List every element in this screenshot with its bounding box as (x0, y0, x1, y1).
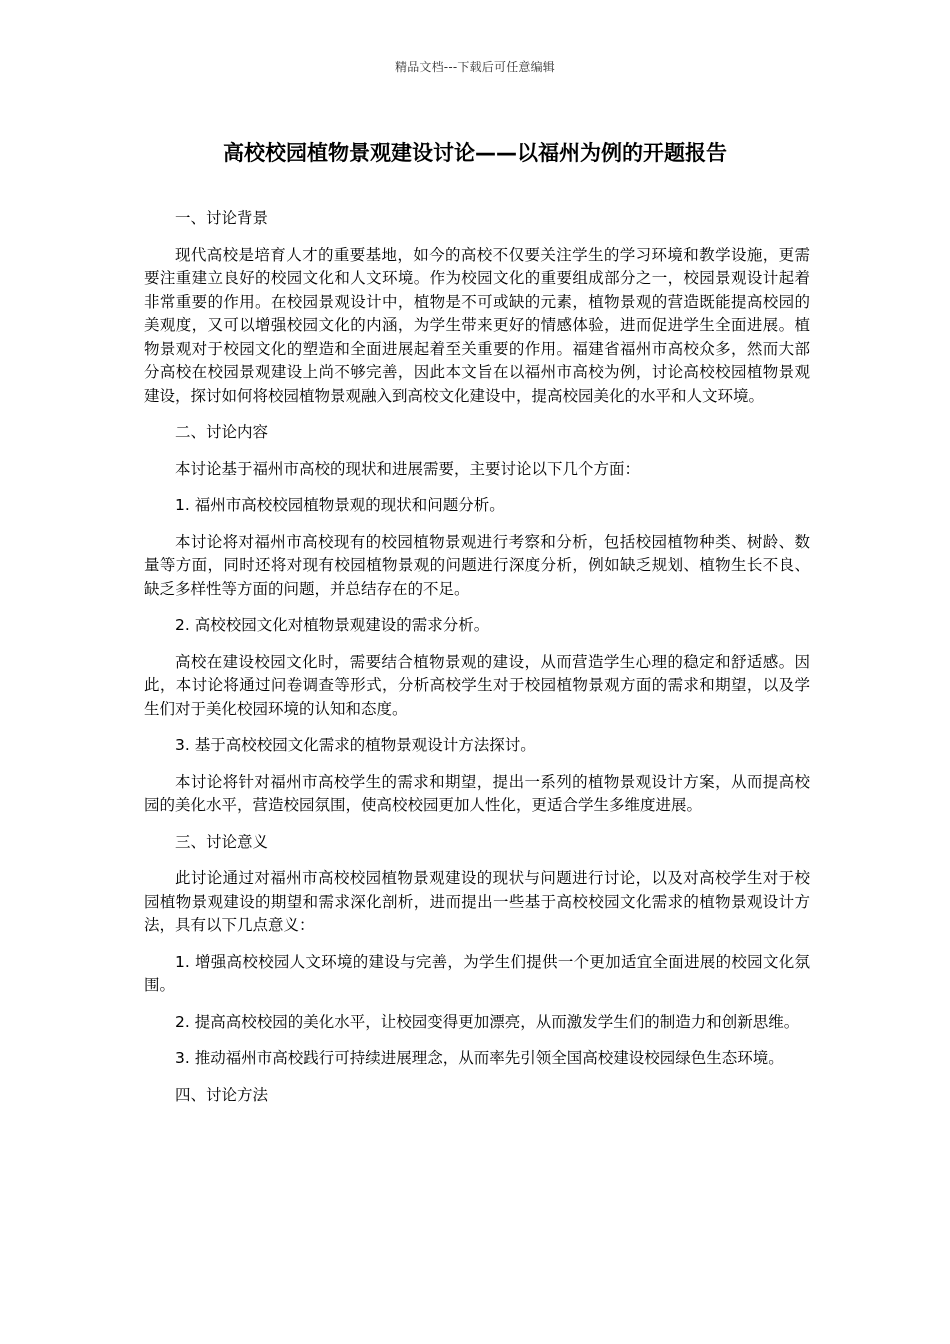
list-item-content-3: 3. 基于高校校园文化需求的植物景观设计方法探讨。 (175, 736, 536, 754)
paragraph-content-2: 高校在建设校园文化时，需要结合植物景观的建设，从而营造学生心理的稳定和舒适感。因此，本讨论将通过问卷调查等形式，分析高校学生对于校园植物景观方面的需求和期望，以及学生们对于美化校园环境的认知和态度。 (144, 652, 810, 718)
document-body (144, 207, 810, 1120)
paragraph-content-1: 本讨论将对福州市高校现有的校园植物景观进行考察和分析，包括校园植物种类、树龄、数量等方面，同时还将对现有校园植物景观的问题进行深度分析，例如缺乏规划、植物生长不良、缺乏多样性等方面的问题，并总结存在的不足。 (144, 532, 810, 598)
section-heading-significance: 三、讨论意义 (175, 832, 269, 851)
paragraph-significance: 此讨论通过对福州市高校校园植物景观建设的现状与问题进行讨论，以及对高校学生对于校园植物景观建设的期望和需求深化剖析，进而提出一些基于高校校园文化需求的植物景观设计方法，具有以下几点意义： (144, 869, 810, 934)
list-item-significance-1: 1. 增强高校校园人文环境的建设与完善，为学生们提供一个更加适宜全面进展的校园文化氛围。 (144, 952, 810, 994)
paragraph-content-3: 本讨论将针对福州市高校学生的需求和期望，提出一系列的植物景观设计方案，从而提高校园的美化水平，营造校园氛围，使高校校园更加人性化，更适合学生多维度进展。 (144, 772, 810, 814)
list-item-significance-3: 3. 推动福州市高校践行可持续进展理念，从而率先引领全国高校建设校园绿色生态环境。 (175, 1049, 784, 1067)
header-note: 精品文档---下载后可任意编辑 (395, 60, 555, 74)
section-heading-method: 四、讨论方法 (175, 1085, 269, 1104)
section-heading-content: 二、讨论内容 (175, 423, 269, 441)
document-title: 高校校园植物景观建设讨论——以福州为例的开题报告 (223, 141, 727, 165)
list-item-significance-2: 2. 提高高校校园的美化水平，让校园变得更加漂亮，从而激发学生们的制造力和创新思维。 (175, 1012, 800, 1031)
paragraph-background: 现代高校是培育人才的重要基地，如今的高校不仅要关注学生的学习环境和教学设施，更需要注重建立良好的校园文化和人文环境。作为校园文化的重要组成部分之一，校园景观设计起着非常重要的作用。在校园景观设计中，植物是不可或缺的元素，植物景观的营造既能提高校园的美观度，又可以增强校园文化的内涵，为学生带来更好的情感体验，进而促进学生全面进展。植物景观对于校园文化的塑造和全面进展起着至关重要的作用。福建省福州市高校众多，然而大部分高校在校园景观建设上尚不够完善，因此本文旨在以福州市高校为例，讨论高校校园植物景观建设，探讨如何将校园植物景观融入到高校文化建设中，提高校园美化的水平和人文环境。 (144, 245, 810, 405)
paragraph-content-intro: 本讨论基于福州市高校的现状和进展需要，主要讨论以下几个方面： (175, 459, 641, 478)
list-item-content-1: 1. 福州市高校校园植物景观的现状和问题分析。 (175, 496, 505, 514)
section-heading-background: 一、讨论背景 (175, 209, 269, 227)
list-item-content-2: 2. 高校校园文化对植物景观建设的需求分析。 (175, 616, 490, 634)
